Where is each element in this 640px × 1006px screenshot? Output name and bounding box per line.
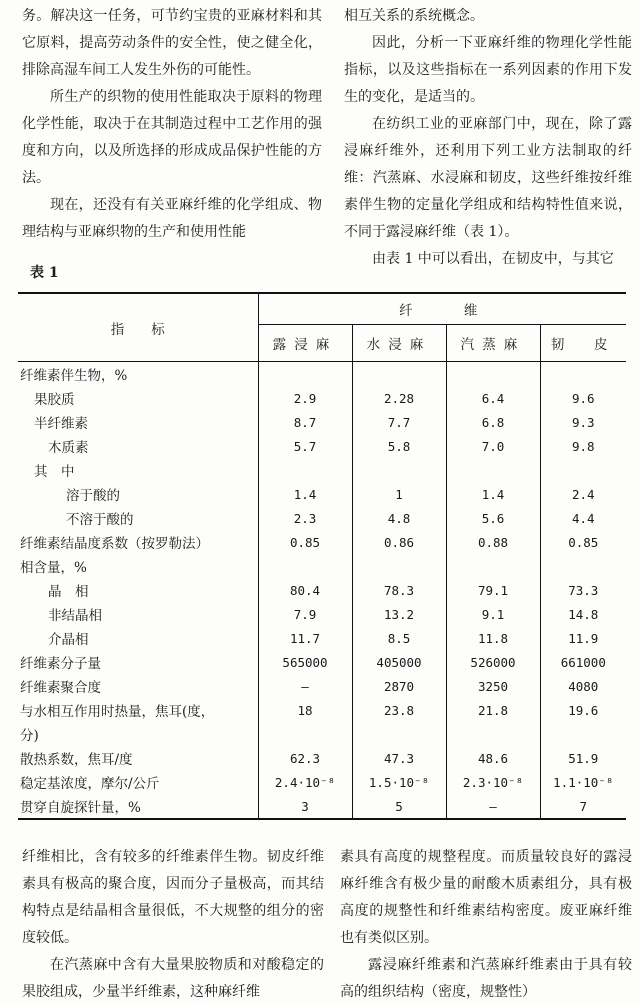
cell-value bbox=[258, 722, 352, 746]
cell-value: 5.8 bbox=[352, 434, 446, 458]
table-label: 表 1 bbox=[30, 265, 59, 281]
table-row bbox=[18, 530, 626, 554]
cell-value bbox=[352, 722, 446, 746]
cell-value: 1.5·10⁻⁸ bbox=[352, 770, 446, 794]
table-row bbox=[18, 434, 626, 458]
cell-value: 62.3 bbox=[258, 746, 352, 770]
paragraph: 相互关系的系统概念。 bbox=[344, 8, 484, 24]
paragraph: 纤维相比，含有较多的纤维素伴生物。韧皮纤维素具有极高的聚合度，因而分子量极高，而其结构特点是结晶相含量很低，不大规整的组分的密度较低。 bbox=[22, 849, 324, 946]
table-row bbox=[18, 698, 626, 722]
cell-value: 78.3 bbox=[352, 578, 446, 602]
text-column-top-right bbox=[344, 3, 632, 273]
table-row bbox=[18, 746, 626, 770]
header-fiber-group: 纤 维 bbox=[258, 293, 626, 325]
row-label: 纤维素分子量 bbox=[20, 656, 101, 672]
row-label: 不溶于酸的 bbox=[66, 512, 134, 528]
cell-value: 11.9 bbox=[540, 626, 626, 650]
cell-value: 526000 bbox=[446, 650, 540, 674]
column-header: 韧 皮 bbox=[540, 325, 626, 362]
cell-value bbox=[446, 362, 540, 387]
cell-value bbox=[446, 458, 540, 482]
cell-value: 3 bbox=[258, 794, 352, 819]
cell-value: 7 bbox=[540, 794, 626, 819]
paragraph: 因此，分析一下亚麻纤维的物理化学性能指标，以及这些指标在一系列因素的作用下发生的变化，是适当的。 bbox=[344, 35, 632, 105]
cell-value: 0.88 bbox=[446, 530, 540, 554]
cell-value bbox=[352, 554, 446, 578]
cell-value: 2.28 bbox=[352, 386, 446, 410]
table-row bbox=[18, 386, 626, 410]
cell-value: 19.6 bbox=[540, 698, 626, 722]
table-row bbox=[18, 410, 626, 434]
cell-value: 47.3 bbox=[352, 746, 446, 770]
table-row bbox=[18, 722, 626, 746]
cell-value: 1 bbox=[352, 482, 446, 506]
cell-value: 5 bbox=[352, 794, 446, 819]
cell-value: 0.85 bbox=[258, 530, 352, 554]
row-label: 木质素 bbox=[48, 440, 89, 456]
paragraph: 现在，还没有有关亚麻纤维的化学组成、物理结构与亚麻织物的生产和使用性能 bbox=[22, 197, 322, 240]
paragraph: 露浸麻纤维素和汽蒸麻纤维素由于具有较高的组织结构（密度，规整性） bbox=[340, 957, 632, 1000]
cell-value: 0.86 bbox=[352, 530, 446, 554]
cell-value bbox=[258, 554, 352, 578]
text-column-top-left bbox=[22, 3, 322, 246]
row-label: 贯穿自旋探针量，% bbox=[18, 794, 258, 819]
cell-value: 11.8 bbox=[446, 626, 540, 650]
cell-value: 6.4 bbox=[446, 386, 540, 410]
cell-value: 565000 bbox=[258, 650, 352, 674]
row-label: 果胶质 bbox=[34, 392, 75, 408]
table-row bbox=[18, 794, 626, 819]
row-label: 散热系数，焦耳/度 bbox=[20, 752, 133, 768]
table-body bbox=[18, 362, 626, 820]
cell-value: 8.7 bbox=[258, 410, 352, 434]
cell-value: 9.6 bbox=[540, 386, 626, 410]
row-label: 半纤维素 bbox=[34, 416, 88, 432]
cell-value: 11.7 bbox=[258, 626, 352, 650]
paragraph: 务。解决这一任务，可节约宝贵的亚麻材料和其它原料，提高劳动条件的安全性，使之健全化，排除高湿车间工人发生外伤的可能性。 bbox=[22, 8, 322, 78]
column-header: 水浸麻 bbox=[352, 325, 446, 362]
cell-value: 73.3 bbox=[540, 578, 626, 602]
cell-value: 51.9 bbox=[540, 746, 626, 770]
cell-value: 13.2 bbox=[352, 602, 446, 626]
row-label: 与水相互作用时热量，焦耳(度， bbox=[20, 704, 215, 720]
row-label: 溶于酸的 bbox=[66, 488, 120, 504]
row-label: 纤维素结晶度系数（按罗勒法） bbox=[20, 536, 209, 552]
cell-value bbox=[352, 458, 446, 482]
cell-value: 2.9 bbox=[258, 386, 352, 410]
table-row bbox=[18, 482, 626, 506]
text-column-bottom-left bbox=[22, 844, 324, 1006]
cell-value: 3250 bbox=[446, 674, 540, 698]
cell-value: 21.8 bbox=[446, 698, 540, 722]
paragraph: 在汽蒸麻中含有大量果胶物质和对酸稳定的果胶组成，少量半纤维素，这种麻纤维 bbox=[22, 957, 324, 1000]
row-label: 介晶相 bbox=[48, 632, 89, 648]
cell-value bbox=[258, 458, 352, 482]
cell-value: 4.4 bbox=[540, 506, 626, 530]
cell-value: 0.85 bbox=[540, 530, 626, 554]
cell-value: 14.8 bbox=[540, 602, 626, 626]
row-label: 非结晶相 bbox=[48, 608, 102, 624]
cell-value: 405000 bbox=[352, 650, 446, 674]
cell-value: 7.9 bbox=[258, 602, 352, 626]
table-row bbox=[18, 578, 626, 602]
cell-value: 2.3·10⁻⁸ bbox=[446, 770, 540, 794]
cell-value bbox=[540, 722, 626, 746]
cell-value: 23.8 bbox=[352, 698, 446, 722]
cell-value: 2.3 bbox=[258, 506, 352, 530]
cell-value: 18 bbox=[258, 698, 352, 722]
cell-value bbox=[258, 362, 352, 387]
cell-value: 4080 bbox=[540, 674, 626, 698]
cell-value: 6.8 bbox=[446, 410, 540, 434]
row-label: 纤维素伴生物，% bbox=[20, 368, 128, 384]
cell-value bbox=[540, 362, 626, 387]
cell-value: 1.4 bbox=[258, 482, 352, 506]
table-row bbox=[18, 362, 626, 387]
paragraph: 所生产的织物的使用性能取决于原料的物理化学性能，取决于在其制造过程中工艺作用的强度和方向，以及所选择的形成成品保护性能的方法。 bbox=[22, 89, 322, 186]
paragraph: 在纺织工业的亚麻部门中，现在，除了露浸麻纤维外，还利用下列工业方法制取的纤维：汽蒸麻、水浸麻和韧皮，这些纤维按纤维素伴生物的定量化学组成和结构特性值来说，不同于露浸麻纤维（表 1）。 bbox=[344, 116, 632, 240]
cell-value: 5.7 bbox=[258, 434, 352, 458]
cell-value: 661000 bbox=[540, 650, 626, 674]
cell-value: 80.4 bbox=[258, 578, 352, 602]
cell-value: 2.4·10⁻⁸ bbox=[258, 770, 352, 794]
cell-value: 48.6 bbox=[446, 746, 540, 770]
cell-value: 7.7 bbox=[352, 410, 446, 434]
table-row bbox=[18, 626, 626, 650]
cell-value bbox=[540, 458, 626, 482]
cell-value bbox=[446, 554, 540, 578]
table-row bbox=[18, 602, 626, 626]
row-label: 纤维素聚合度 bbox=[20, 680, 101, 696]
cell-value bbox=[352, 362, 446, 387]
header-indicator: 指 标 bbox=[18, 293, 258, 362]
paragraph: 由表 1 中可以看出，在韧皮中，与其它 bbox=[372, 251, 614, 267]
row-label: 其 中 bbox=[34, 464, 75, 480]
row-label: 晶 相 bbox=[48, 584, 89, 600]
table-row bbox=[18, 458, 626, 482]
table-row bbox=[18, 770, 626, 794]
text-column-bottom-right bbox=[340, 844, 632, 1006]
column-header: 露浸麻 bbox=[258, 325, 352, 362]
row-label: 相含量，% bbox=[20, 560, 87, 576]
data-table bbox=[18, 292, 626, 820]
cell-value: 4.8 bbox=[352, 506, 446, 530]
table-row bbox=[18, 554, 626, 578]
cell-value: 9.1 bbox=[446, 602, 540, 626]
cell-value: — bbox=[446, 794, 540, 819]
cell-value: 5.6 bbox=[446, 506, 540, 530]
cell-value: 79.1 bbox=[446, 578, 540, 602]
paragraph: 素具有高度的规整程度。而质量较良好的露浸麻纤维含有极少量的耐酸木质素组分，具有极高度的规整性和纤维素结构密度。废亚麻纤维也有类似区别。 bbox=[340, 849, 632, 946]
cell-value bbox=[446, 722, 540, 746]
table-row bbox=[18, 650, 626, 674]
cell-value: 1.1·10⁻⁸ bbox=[540, 770, 626, 794]
cell-value: 9.8 bbox=[540, 434, 626, 458]
cell-value bbox=[540, 554, 626, 578]
table-row bbox=[18, 506, 626, 530]
cell-value: 2870 bbox=[352, 674, 446, 698]
cell-value: 1.4 bbox=[446, 482, 540, 506]
cell-value: 2.4 bbox=[540, 482, 626, 506]
column-header: 汽蒸麻 bbox=[446, 325, 540, 362]
table-row bbox=[18, 674, 626, 698]
cell-value: 8.5 bbox=[352, 626, 446, 650]
cell-value: — bbox=[258, 674, 352, 698]
cell-value: 9.3 bbox=[540, 410, 626, 434]
cell-value: 7.0 bbox=[446, 434, 540, 458]
row-label: 稳定基浓度，摩尔/公斤 bbox=[20, 776, 160, 792]
row-label: 分) bbox=[20, 728, 39, 744]
